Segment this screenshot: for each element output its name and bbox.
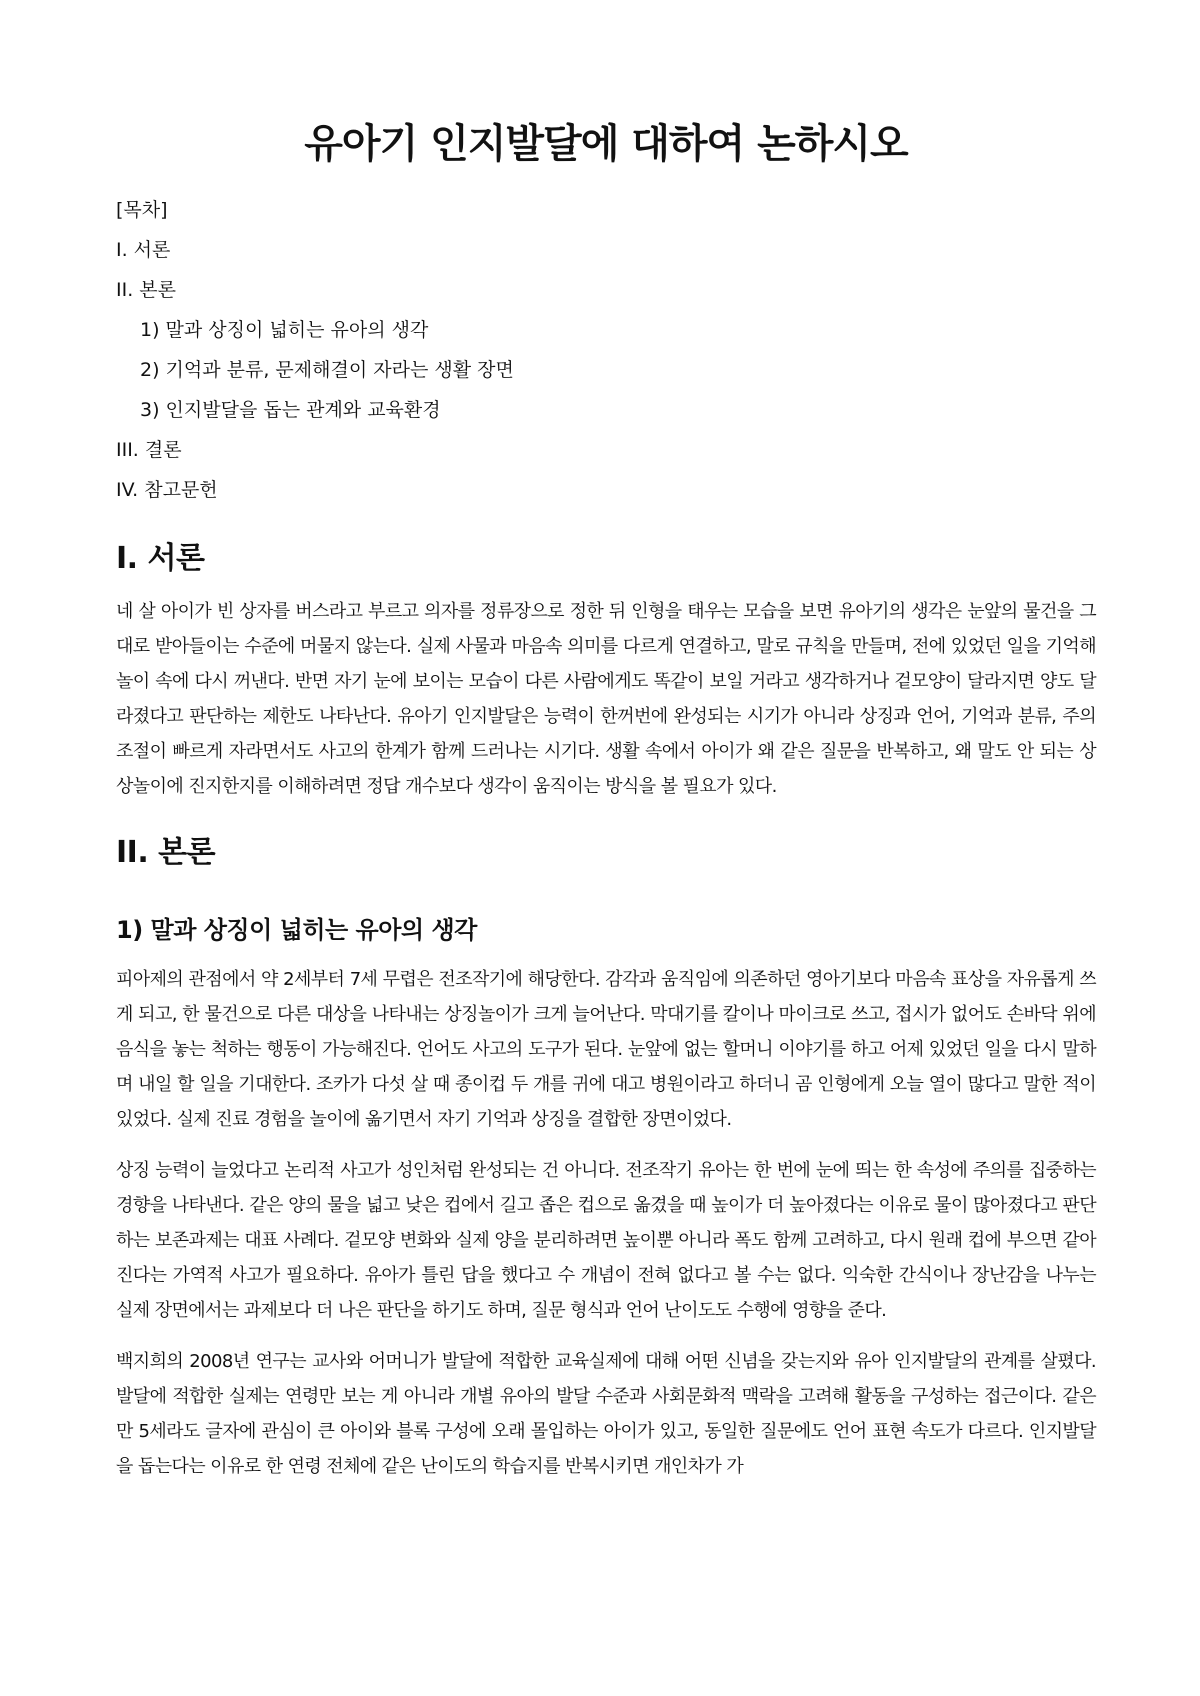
table-of-contents xyxy=(116,190,1096,510)
toc-subitem: 2) 기억과 분류, 문제해결이 자라는 생활 장면 xyxy=(140,359,514,381)
toc-heading: [목차] xyxy=(116,199,168,221)
section-heading-body: II. 본론 xyxy=(116,835,216,870)
document-title: 유아기 인지발달에 대하여 논하시오 xyxy=(304,121,908,167)
body-paragraph: 피아제의 관점에서 약 2세부터 7세 무렵은 전조작기에 해당한다. 감각과 움직임에 의존하던 영아기보다 마음속 표상을 자유롭게 쓰게 되고, 한 물건으로 다른 대상을 나타내는 상징놀이가 크게 늘어난다. 막대기를 칼이나 마이크로 쓰고, 접시가 없어도 손바닥 위에 음식을 놓는 척하는 행동이 가능해진다. 언어도 사고의 도구가 된다. 눈앞에 없는 할머니 이야기를 하고 어제 있었던 일을 다시 말하며 내일 할 일을 기대한다. 조카가 다섯 살 때 종이컵 두 개를 귀에 대고 병원이라고 하더니 곰 인형에게 오늘 열이 많다고 말한 적이 있었다. 실제 진료 경험을 놀이에 옮기면서 자기 기억과 상징을 결합한 장면이었다. xyxy=(116,969,1096,1130)
body-paragraph: 상징 능력이 늘었다고 논리적 사고가 성인처럼 완성되는 건 아니다. 전조작기 유아는 한 번에 눈에 띄는 한 속성에 주의를 집중하는 경향을 나타낸다. 같은 양의 물을 넓고 낮은 컵에서 길고 좁은 컵으로 옮겼을 때 높이가 더 높아졌다는 이유로 물이 많아졌다고 판단하는 보존과제는 대표 사례다. 겉모양 변화와 실제 양을 분리하려면 높이뿐 아니라 폭도 함께 고려하고, 다시 원래 컵에 부으면 같아진다는 가역적 사고가 필요하다. 유아가 틀린 답을 했다고 수 개념이 전혀 없다고 볼 수는 없다. 익숙한 간식이나 장난감을 나누는 실제 장면에서는 과제보다 더 나은 판단을 하기도 하며, 질문 형식과 언어 난이도도 수행에 영향을 준다. xyxy=(116,1160,1096,1321)
toc-item: IV. 참고문헌 xyxy=(116,479,218,501)
toc-item: III. 결론 xyxy=(116,439,182,461)
introduction-paragraph: 네 살 아이가 빈 상자를 버스라고 부르고 의자를 정류장으로 정한 뒤 인형을 태우는 모습을 보면 유아기의 생각은 눈앞의 물건을 그대로 받아들이는 수준에 머물지 않는다. 실제 사물과 마음속 의미를 다르게 연결하고, 말로 규칙을 만들며, 전에 있었던 일을 기억해 놀이 속에 다시 꺼낸다. 반면 자기 눈에 보이는 모습이 다른 사람에게도 똑같이 보일 거라고 생각하거나 겉모양이 달라지면 양도 달라졌다고 판단하는 제한도 나타난다. 유아기 인지발달은 능력이 한꺼번에 완성되는 시기가 아니라 상징과 언어, 기억과 분류, 주의조절이 빠르게 자라면서도 사고의 한계가 함께 드러나는 시기다. 생활 속에서 아이가 왜 같은 질문을 반복하고, 왜 말도 안 되는 상상놀이에 진지한지를 이해하려면 정답 개수보다 생각이 움직이는 방식을 볼 필요가 있다. xyxy=(116,601,1096,797)
toc-item: II. 본론 xyxy=(116,279,176,301)
subsection-heading: 1) 말과 상징이 넓히는 유아의 생각 xyxy=(116,916,477,944)
toc-subitem: 3) 인지발달을 돕는 관계와 교육환경 xyxy=(140,399,441,421)
section-heading-introduction: I. 서론 xyxy=(116,541,205,576)
toc-subitem: 1) 말과 상징이 넓히는 유아의 생각 xyxy=(140,319,429,341)
body-paragraph: 백지희의 2008년 연구는 교사와 어머니가 발달에 적합한 교육실제에 대해 어떤 신념을 갖는지와 유아 인지발달의 관계를 살폈다. 발달에 적합한 실제는 연령만 보는 게 아니라 개별 유아의 발달 수준과 사회문화적 맥락을 고려해 활동을 구성하는 접근이다. 같은 만 5세라도 글자에 관심이 큰 아이와 블록 구성에 오래 몰입하는 아이가 있고, 동일한 질문에도 언어 표현 속도가 다르다. 인지발달을 돕는다는 이유로 한 연령 전체에 같은 난이도의 학습지를 반복시키면 개인차가 가 xyxy=(116,1351,1096,1477)
toc-item: I. 서론 xyxy=(116,239,171,261)
document-page xyxy=(116,0,1096,1484)
